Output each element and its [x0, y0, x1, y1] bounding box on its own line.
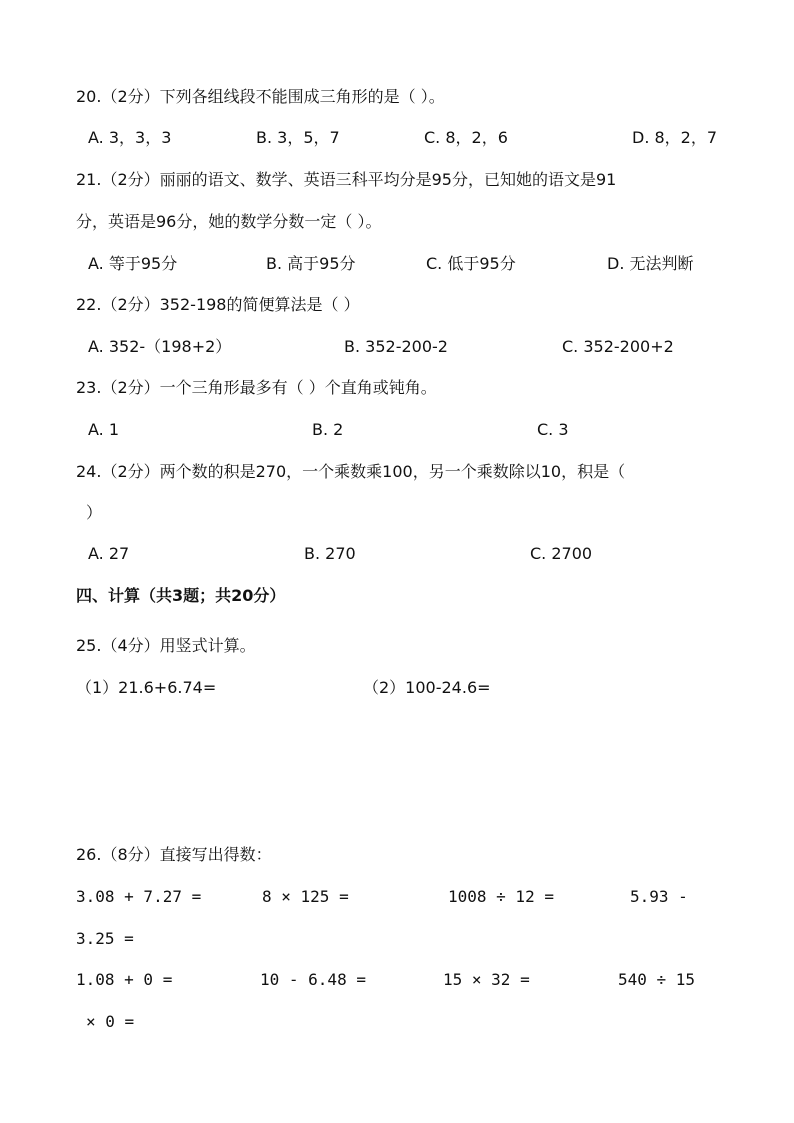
q26-row1-expr-4: 5.93 - [630, 887, 688, 906]
section-4-title: 四、计算（共3题；共20分） [76, 586, 286, 605]
q22-option-c: C. 352-200+2 [562, 337, 674, 356]
question-21-stem-line2: 分，英语是96分，她的数学分数一定（ ）。 [76, 212, 382, 231]
q26-row1-expr-2: 8 × 125 = [262, 887, 349, 906]
q26-row2-wrap: × 0 = [86, 1012, 135, 1031]
q25-item-2: （2）100-24.6= [363, 678, 491, 697]
q26-row1-expr-3: 1008 ÷ 12 = [448, 887, 554, 906]
q21-option-b: B. 高于95分 [266, 254, 356, 273]
q23-option-b: B. 2 [312, 420, 344, 439]
q21-option-d: D. 无法判断 [607, 254, 694, 273]
q25-item-1: （1）21.6+6.74= [76, 678, 217, 697]
question-24-stem-line1: 24.（2分）两个数的积是270，一个乘数乘100，另一个乘数除以10，积是（ [76, 462, 626, 481]
question-23-stem: 23.（2分）一个三角形最多有（ ）个直角或钝角。 [76, 378, 437, 397]
q26-row2-expr-2: 10 - 6.48 = [260, 970, 366, 989]
question-22-stem: 22.（2分）352-198的简便算法是（ ） [76, 295, 360, 314]
q20-option-c: C. 8，2，6 [424, 128, 508, 147]
q23-option-c: C. 3 [537, 420, 569, 439]
q26-row2-expr-1: 1.08 + 0 = [76, 970, 173, 989]
q24-option-c: C. 2700 [530, 544, 593, 563]
q26-row1-expr-1: 3.08 + 7.27 = [76, 887, 202, 906]
q24-option-a: A. 27 [88, 544, 130, 563]
q23-option-a: A. 1 [88, 420, 120, 439]
q26-row1-wrap: 3.25 = [76, 929, 134, 948]
q21-option-c: C. 低于95分 [426, 254, 516, 273]
question-21-stem-line1: 21.（2分）丽丽的语文、数学、英语三科平均分是95分，已知她的语文是91 [76, 170, 617, 189]
q20-option-d: D. 8，2，7 [632, 128, 718, 147]
question-20-stem: 20.（2分）下列各组线段不能围成三角形的是（ ）。 [76, 87, 445, 106]
question-25-stem: 25.（4分）用竖式计算。 [76, 636, 256, 655]
q21-option-a: A. 等于95分 [88, 254, 178, 273]
q26-row2-expr-4: 540 ÷ 15 [618, 970, 696, 989]
q26-row2-expr-3: 15 × 32 = [443, 970, 530, 989]
question-26-stem: 26.（8分）直接写出得数： [76, 845, 272, 864]
q24-option-b: B. 270 [304, 544, 356, 563]
q22-option-b: B. 352-200-2 [344, 337, 448, 356]
q22-option-a: A. 352-（198+2） [88, 337, 232, 356]
q20-option-b: B. 3，5，7 [256, 128, 340, 147]
question-24-stem-line2: ） [86, 503, 103, 522]
q20-option-a: A. 3，3，3 [88, 128, 172, 147]
